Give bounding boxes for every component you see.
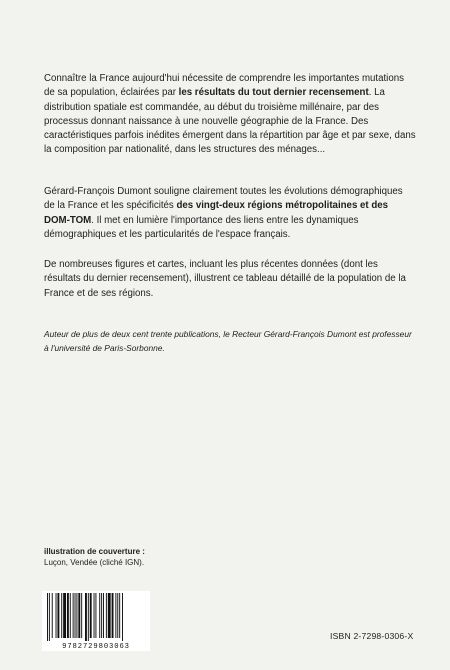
- barcode-bar: [76, 593, 77, 638]
- barcode-bar: [95, 593, 96, 638]
- body-text: De nombreuses figures et cartes, incluant les plus récentes données (dont les résultats du dernier recensement), illustrent ce tableau détaillé de la population de la France et de ses régions.: [44, 259, 406, 299]
- barcode-bar: [61, 593, 62, 638]
- barcode-bar: [119, 593, 120, 638]
- body-text: . Il met en lumière l'importance des liens entre les dynamiques démographiques et les particularités de l'espace français.: [44, 214, 359, 240]
- barcode-bar: [99, 593, 100, 638]
- barcode-bar: [67, 593, 69, 638]
- emphasis-text: des vingt-deux régions métropolitaines et des DOM-TOM: [44, 200, 389, 226]
- barcode-bar: [94, 593, 95, 638]
- barcode-digits: 9782729803063: [62, 643, 130, 651]
- paragraph-author-summary: [44, 185, 416, 242]
- barcode-bar: [70, 593, 71, 638]
- barcode-bar: [122, 593, 123, 641]
- barcode-bar: [106, 593, 107, 638]
- barcode-bar: [101, 593, 102, 638]
- body-text: . La distribution spatiale est commandée, au début du troisième millénaire, par des processus donnant naissance à une nouvelle géographie de la France. Des caractéristiques parfois inédites émergent dans la répartition par âge et par sexe, dans la composition par nationalité, dans les structures des ménages...: [44, 87, 416, 156]
- barcode-bar: [103, 593, 104, 638]
- cover-credit-text: Luçon, Vendée (cliché IGN).: [44, 558, 145, 567]
- barcode-bar: [112, 593, 114, 638]
- body-text: Connaître la France aujourd'hui nécessite de comprendre les importantes mutations de sa population, éclairées par: [44, 73, 404, 99]
- barcode-bar: [49, 593, 50, 641]
- barcode-bar: [115, 593, 116, 638]
- barcode-bar: [75, 593, 76, 638]
- paragraph-figures: [44, 258, 416, 301]
- paragraph-intro: [44, 72, 416, 158]
- barcode-bar: [81, 593, 82, 638]
- barcode-bar: [88, 593, 89, 641]
- barcode-bar: [63, 593, 66, 638]
- barcode-bar: [85, 593, 87, 641]
- barcode-bar: [56, 593, 57, 638]
- isbn-barcode: [42, 591, 150, 651]
- cover-credit: [44, 546, 294, 568]
- barcode-bar: [52, 593, 53, 638]
- emphasis-text: les résultats du tout dernier recensement: [178, 87, 369, 99]
- barcode-bar: [117, 593, 118, 638]
- barcode-bar: [47, 593, 48, 641]
- barcode-bar: [78, 593, 80, 638]
- barcode-bar: [57, 593, 59, 638]
- isbn-number: ISBN 2-7298-0306-X: [330, 631, 414, 641]
- barcode-bars: [47, 593, 123, 641]
- barcode-bar: [73, 593, 74, 638]
- author-note: Auteur de plus de deux cent trente publications, le Recteur Gérard-François Dumont est professeur à l'université de Paris-Sorbonne.: [44, 329, 412, 353]
- body-text: Gérard-François Dumont souligne clairement toutes les évolutions démographiques de la France et les spécificités: [44, 186, 403, 212]
- barcode-bar: [90, 593, 92, 638]
- barcode-bar: [108, 593, 111, 638]
- cover-credit-heading: illustration de couverture :: [44, 547, 145, 556]
